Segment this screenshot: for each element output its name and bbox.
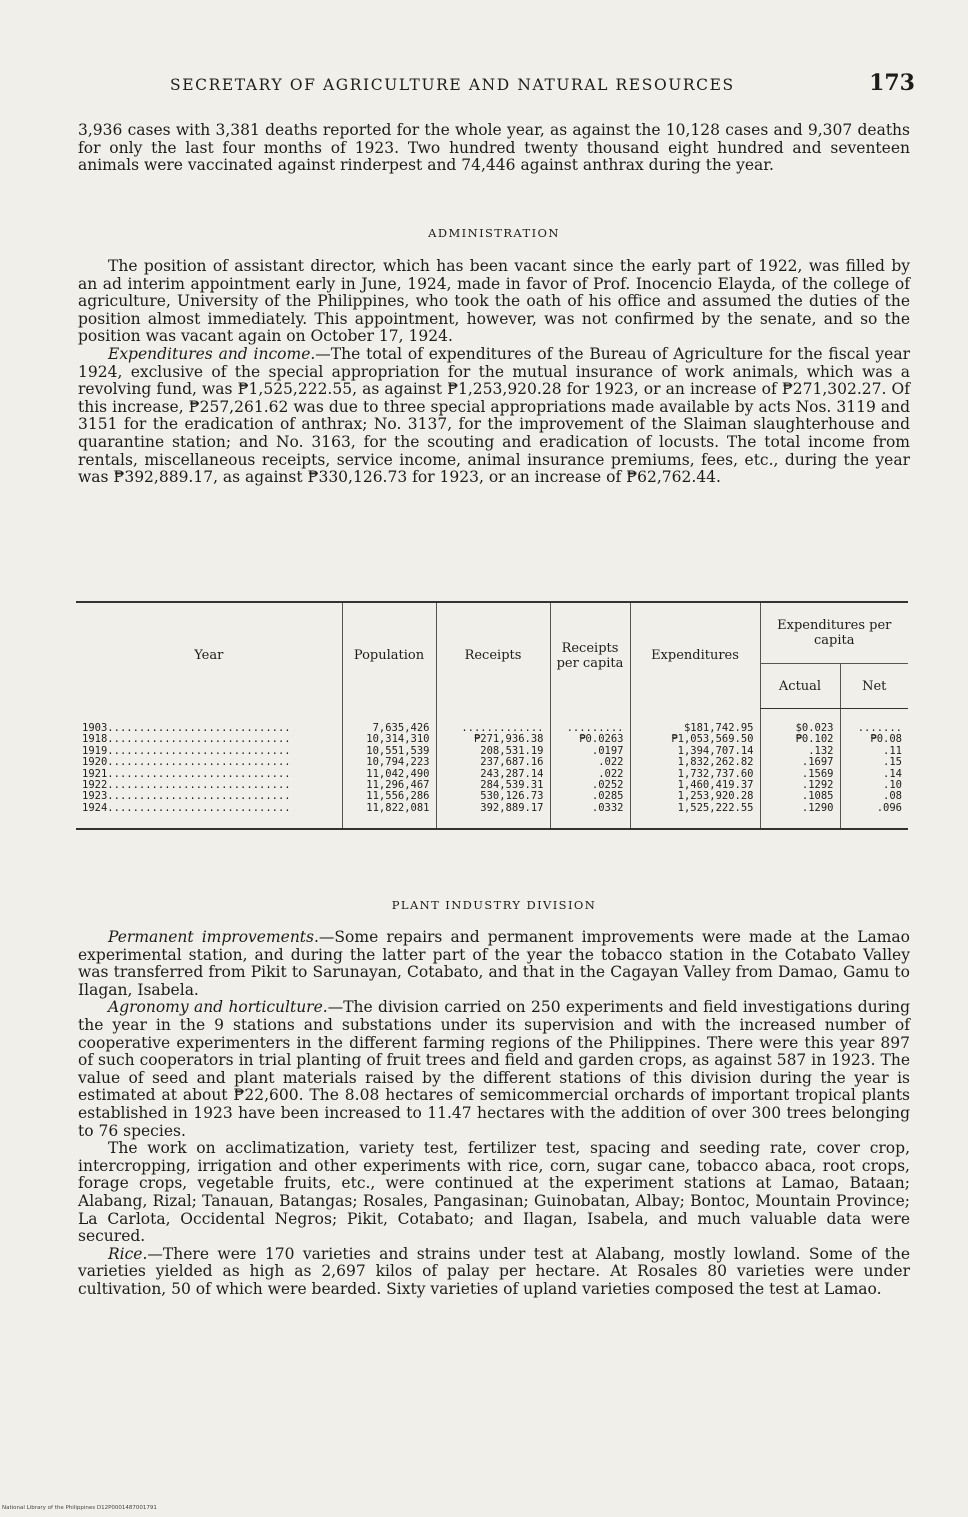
- col-header-actual: Actual: [760, 664, 840, 709]
- paragraph: The position of assistant director, which has been vacant since the early part of 1922, was filled by an ad interim appointment early in June, 1924, made in favor of Prof. Inocencio Elayda, of the college of agriculture, University of the Philippines, who took the oath of his office and assumed the duties of the position almost immediately. This appointment, however, was not confirmed by the senate, and so the position was vacant again on October 17, 1924.: [78, 257, 910, 346]
- text-block-top: [78, 122, 910, 175]
- col-header-expenditures: Expenditures: [630, 602, 760, 709]
- cell-population: 11,296,467: [342, 780, 436, 791]
- scan-footer: National Library of the Philippines D12P0001487001791: [2, 1505, 157, 1511]
- cell-population: 10,794,223: [342, 757, 436, 768]
- text-block-administration: [78, 258, 910, 487]
- cell-actual: .1290: [760, 803, 840, 814]
- col-header-expenditures-per-capita: Expenditures per capita: [760, 602, 908, 664]
- cell-population: 7,635,426: [342, 723, 436, 734]
- cell-expenditures: 1,394,707.14: [630, 746, 760, 757]
- paragraph-title: Rice.: [108, 1244, 148, 1263]
- col-header-receipts-per-capita: Receipts per capita: [550, 602, 630, 709]
- cell-year: 1920.............................: [82, 756, 291, 769]
- cell-receipts: 392,889.17: [436, 803, 550, 814]
- paragraph-title: Agronomy and horticulture.: [108, 998, 328, 1017]
- cell-population: 11,556,286: [342, 791, 436, 802]
- cell-net: .15: [840, 757, 908, 768]
- cell-actual: .1085: [760, 791, 840, 802]
- col-header-receipts: Receipts: [436, 602, 550, 709]
- cell-receipts: 208,531.19: [436, 746, 550, 757]
- cell-net: ₱0.08: [840, 734, 908, 745]
- cell-receipts: .............: [436, 723, 550, 734]
- cell-net: .10: [840, 780, 908, 791]
- cell-actual: .132: [760, 746, 840, 757]
- cell-receipts-per-capita: .0285: [550, 791, 630, 802]
- page-header: [170, 70, 915, 96]
- cell-actual: .1569: [760, 769, 840, 780]
- cell-actual: .1697: [760, 757, 840, 768]
- cell-population: 11,042,490: [342, 769, 436, 780]
- paragraph: 3,936 cases with 3,381 deaths reported for the whole year, as against the 10,128 cases and 9,307 deaths for only the last four months of 1923. Two hundred twenty thousand eight hundred and seventeen animals were vaccinated against rinderpest and 74,446 against anthrax during the year.: [78, 121, 910, 175]
- cell-expenditures: 1,525,222.55: [630, 803, 760, 814]
- section-heading-plant-industry: PLANT INDUSTRY DIVISION: [391, 898, 597, 912]
- cell-year: 1922.............................: [82, 779, 291, 792]
- cell-net: .14: [840, 769, 908, 780]
- paragraph: [78, 999, 910, 1140]
- cell-receipts: 237,687.16: [436, 757, 550, 768]
- paragraph: [78, 1246, 910, 1299]
- cell-year: 1918.............................: [82, 733, 291, 746]
- cell-expenditures: 1,253,920.28: [630, 791, 760, 802]
- cell-receipts: 243,287.14: [436, 769, 550, 780]
- cell-net: .08: [840, 791, 908, 802]
- cell-year: 1903.............................: [82, 722, 291, 734]
- cell-receipts-per-capita: ₱0.0263: [550, 734, 630, 745]
- cell-year: 1921.............................: [82, 767, 291, 780]
- cell-net: .11: [840, 746, 908, 757]
- cell-expenditures: ₱1,053,569.50: [630, 734, 760, 745]
- cell-population: 10,551,539: [342, 746, 436, 757]
- paragraph: [78, 929, 910, 999]
- paragraph-body: —There were 170 varieties and strains under test at Alabang, mostly lowland. Some of the varieties yielded as high as 2,697 kilos of palay per hectare. At Rosales 80 varieties were under cultivation, 50 of which were bearded. Sixty varieties of upland varieties composed the test at Lamao.: [78, 1244, 910, 1298]
- col-header-population: Population: [342, 602, 436, 709]
- cell-receipts: 530,126.73: [436, 791, 550, 802]
- cell-expenditures: $181,742.95: [630, 723, 760, 734]
- col-header-year: Year: [76, 602, 342, 709]
- paragraph-body: —Some repairs and permanent improvements were made at the Lamao experimental station, and during the latter part of the year the tobacco station in the Cotabato Valley was transferred from Pikit to Sarunayan, Cotabato, and that in the Cagayan Valley from Damao, Gamu to Ilagan, Isabela.: [78, 928, 910, 999]
- cell-expenditures: 1,460,419.37: [630, 780, 760, 791]
- cell-receipts: ₱271,936.38: [436, 734, 550, 745]
- paragraph: The work on acclimatization, variety test, fertilizer test, spacing and seeding rate, cover crop, intercropping, irrigation and other experiments with rice, corn, sugar cane, tobacco abaca, root crops, forage crops, vegetable fruits, etc., were continued at the experiment stations at Lamao, Bataan; Alabang, Rizal; Tanauan, Batangas; Rosales, Pangasinan; Guinobatan, Albay; Bontoc, Mountain Province; La Carlota, Occidental Negros; Pikit, Cotabato; and Ilagan, Isabela, and much valuable data were secured.: [78, 1139, 910, 1246]
- cell-year: 1924.............................: [82, 801, 291, 814]
- cell-actual: $0.023: [760, 723, 840, 734]
- cell-population: 10,314,310: [342, 734, 436, 745]
- page-number: 173: [869, 70, 915, 96]
- cell-year: 1923.............................: [82, 790, 291, 803]
- cell-expenditures: 1,832,262.82: [630, 757, 760, 768]
- paragraph-title: Expenditures and income.: [108, 344, 316, 363]
- cell-expenditures: 1,732,737.60: [630, 769, 760, 780]
- cell-net: .096: [840, 803, 908, 814]
- text-block-plant-industry: [78, 929, 910, 1298]
- section-heading-administration: ADMINISTRATION: [428, 226, 560, 240]
- cell-receipts-per-capita: .0197: [550, 746, 630, 757]
- cell-net: .......: [840, 723, 908, 734]
- paragraph: [78, 346, 910, 487]
- col-header-net: Net: [840, 664, 908, 709]
- cell-year: 1919.............................: [82, 744, 291, 757]
- paragraph-title: Permanent improvements.: [108, 928, 319, 946]
- table-row: [76, 803, 908, 814]
- cell-receipts-per-capita: .........: [550, 723, 630, 734]
- cell-population: 11,822,081: [342, 803, 436, 814]
- cell-receipts-per-capita: .0252: [550, 780, 630, 791]
- cell-receipts-per-capita: .022: [550, 757, 630, 768]
- cell-receipts-per-capita: .022: [550, 769, 630, 780]
- cell-receipts-per-capita: .0332: [550, 803, 630, 814]
- cell-actual: .1292: [760, 780, 840, 791]
- running-title: SECRETARY OF AGRICULTURE AND NATURAL RESOURCES: [170, 76, 735, 94]
- cell-actual: ₱0.102: [760, 734, 840, 745]
- expenditures-table: [76, 601, 908, 830]
- paragraph-body: —The division carried on 250 experiments and field investigations during the year in the 9 stations and substations under its supervision and with the increased number of cooperative experimenters in the different farming regions of the Philippines. There were this year 897 of such cooperators in trial planting of fruit trees and field and garden crops, as against 587 in 1923. The value of seed and plant materials raised by the different stations of this division during the year is estimated at about ₱22,600. The 8.08 hectares of semicommercial orchards of important tropical plants established in 1923 have been increased to 11.47 hectares with the addition of over 300 trees belonging to 76 species.: [78, 998, 910, 1140]
- cell-receipts: 284,539.31: [436, 780, 550, 791]
- paragraph-body: —The total of expenditures of the Bureau of Agriculture for the fiscal year 1924, exclusive of the special appropriation for the mutual insurance of work animals, which was a revolving fund, was ₱1,525,222.55, as against ₱1,253,920.28 for 1923, or an increase of ₱271,302.27. Of this increase, ₱257,261.62 was due to three special appropriations made available by acts Nos. 3119 and 3151 for the eradication of anthrax; No. 3137, for the improvement of the Slaiman slaughterhouse and quarantine station; and No. 3163, for the scouting and eradication of locusts. The total income from rentals, miscellaneous receipts, service income, animal insurance premiums, fees, etc., during the year was ₱392,889.17, as against ₱330,126.73 for 1923, or an increase of ₱62,762.44.: [78, 344, 910, 487]
